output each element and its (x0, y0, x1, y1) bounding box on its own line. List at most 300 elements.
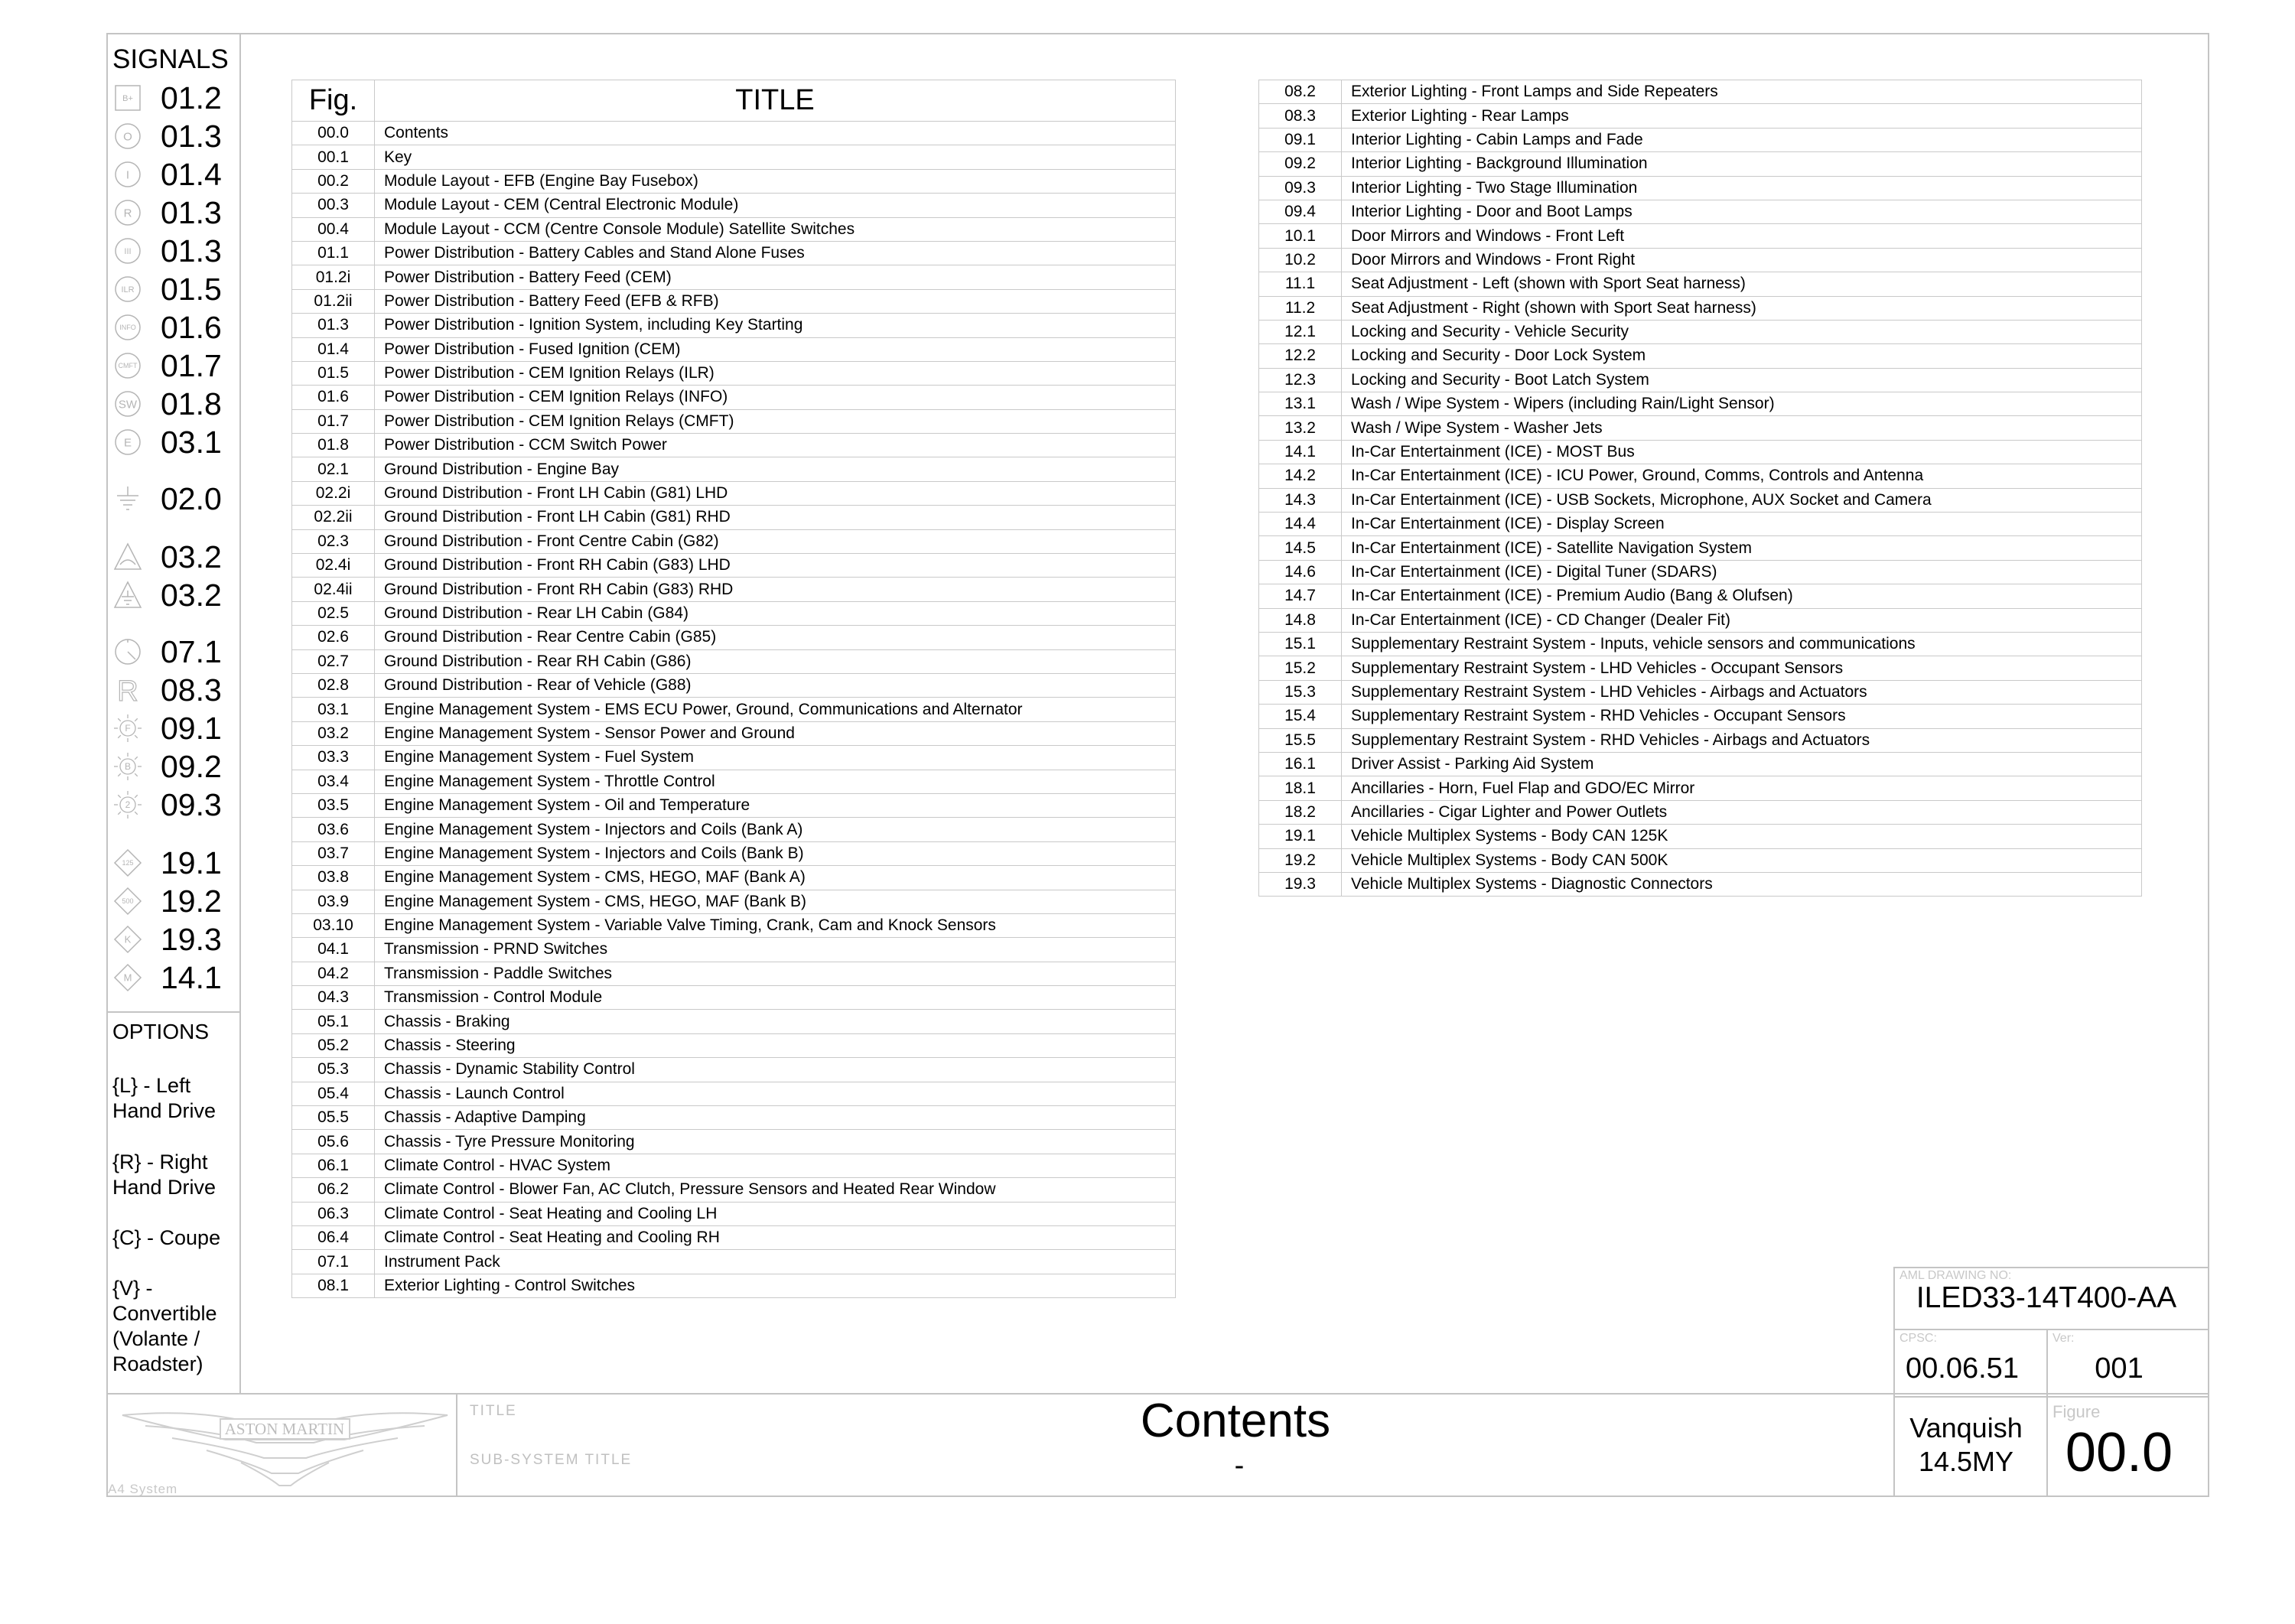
table-row (292, 122, 1176, 145)
table-row (1259, 416, 2142, 440)
svg-text:B+: B+ (122, 93, 133, 103)
figure-number-cell: 01.8 (292, 434, 375, 457)
figure-number-cell: 03.5 (292, 793, 375, 817)
figure-number-cell: 11.1 (1259, 272, 1342, 296)
figure-number-cell: 11.2 (1259, 296, 1342, 320)
svg-text:B: B (124, 761, 132, 773)
table-row (292, 986, 1176, 1010)
table-row (1259, 344, 2142, 368)
circle-info-icon (112, 312, 143, 343)
table-row (292, 962, 1176, 985)
table-row (292, 337, 1176, 361)
svg-text:ILR: ILR (121, 285, 135, 295)
signal-row (112, 80, 222, 116)
table-row (1259, 224, 2142, 248)
signal-figure-ref: 01.7 (161, 347, 222, 383)
table-row (292, 866, 1176, 890)
svg-text:R: R (123, 207, 132, 220)
figure-number-cell: 02.5 (292, 601, 375, 625)
title-label: TITLE (470, 1403, 517, 1419)
figure-number-cell: 18.1 (1259, 776, 1342, 800)
table-row (292, 169, 1176, 193)
triangle-ground-icon (112, 580, 143, 610)
figure-title-cell: In-Car Entertainment (ICE) - ICU Power, Ground, Comms, Controls and Antenna (1342, 464, 2142, 488)
figure-title-cell: In-Car Entertainment (ICE) - Premium Audio (Bang & Olufsen) (1342, 584, 2142, 608)
table-row (292, 890, 1176, 913)
figure-title-cell: Contents (375, 122, 1176, 145)
figure-number-cell: 03.6 (292, 818, 375, 841)
signal-figure-ref: 03.2 (161, 577, 222, 613)
table-row (292, 554, 1176, 578)
svg-text:R: R (117, 675, 138, 705)
figure-number: 00.0 (2065, 1422, 2173, 1483)
figure-number-cell: 19.2 (1259, 848, 1342, 872)
lamp-2-icon (112, 789, 143, 820)
figure-number-cell: 01.4 (292, 337, 375, 361)
figure-number-cell: 09.2 (1259, 152, 1342, 176)
figure-number-cell: 03.9 (292, 890, 375, 913)
aston-martin-logo (115, 1400, 455, 1490)
svg-text:125: 125 (122, 859, 134, 867)
figure-number-cell: 01.5 (292, 361, 375, 385)
signal-figure-ref: 19.3 (161, 921, 222, 957)
figure-title-cell: Ancillaries - Horn, Fuel Flap and GDO/EC Mirror (1342, 776, 2142, 800)
lamp-f-icon (112, 713, 143, 744)
svg-text:INFO: INFO (119, 324, 136, 332)
signal-row (112, 959, 222, 996)
signal-row (112, 233, 222, 269)
table-row (1259, 513, 2142, 536)
diamond-500-icon (112, 886, 143, 916)
signal-row (112, 424, 222, 461)
figure-title-cell: Ground Distribution - Front RH Cabin (G83) RHD (375, 578, 1176, 601)
figure-title-cell: Locking and Security - Door Lock System (1342, 344, 2142, 368)
svg-text:SW: SW (118, 398, 138, 412)
signal-row (112, 883, 222, 919)
table-row (292, 145, 1176, 169)
lamp-b-icon (112, 751, 143, 782)
figure-title-cell: Seat Adjustment - Left (shown with Sport Seat harness) (1342, 272, 2142, 296)
signal-row (112, 309, 222, 346)
figure-title-cell: Engine Management System - Variable Valve Timing, Crank, Cam and Knock Sensors (375, 913, 1176, 937)
figure-title-cell: In-Car Entertainment (ICE) - Display Screen (1342, 513, 2142, 536)
figure-title-cell: Engine Management System - Injectors and Coils (Bank B) (375, 841, 1176, 865)
contents-table-right (1258, 80, 2142, 897)
table-row (1259, 728, 2142, 752)
figure-number-cell: 06.3 (292, 1202, 375, 1225)
table-row (292, 457, 1176, 481)
signal-figure-ref: 01.6 (161, 309, 222, 345)
figure-title-cell: Supplementary Restraint System - RHD Vehicles - Airbags and Actuators (1342, 728, 2142, 752)
signal-figure-ref: 09.2 (161, 748, 222, 784)
subsystem-title-label: SUB-SYSTEM TITLE (470, 1452, 633, 1468)
svg-text:500: 500 (122, 897, 134, 906)
figure-title-cell: Module Layout - CCM (Centre Console Module) Satellite Switches (375, 217, 1176, 241)
table-row (1259, 848, 2142, 872)
signal-row (112, 672, 222, 708)
figure-title-cell: Key (375, 145, 1176, 169)
model-line-1: Vanquish (1909, 1412, 2023, 1443)
figure-number-cell: 03.10 (292, 913, 375, 937)
figure-number-cell: 02.2ii (292, 506, 375, 529)
figure-title-cell: Ground Distribution - Rear of Vehicle (G88) (375, 673, 1176, 697)
signal-row (112, 156, 222, 193)
fig-column-header: Fig. (292, 80, 375, 122)
signal-row (112, 710, 222, 747)
figure-title-cell: Power Distribution - CEM Ignition Relays (ILR) (375, 361, 1176, 385)
figure-title-cell: Climate Control - Seat Heating and Cooling RH (375, 1225, 1176, 1249)
table-row (1259, 296, 2142, 320)
figure-title-cell: Supplementary Restraint System - Inputs, vehicle sensors and communications (1342, 632, 2142, 656)
circle-e-icon (112, 427, 143, 457)
figure-number-cell: 14.6 (1259, 560, 1342, 584)
table-row (1259, 200, 2142, 223)
figure-title-cell: Exterior Lighting - Front Lamps and Side Repeaters (1342, 80, 2142, 104)
figure-number-cell: 13.2 (1259, 416, 1342, 440)
cpsc-value: 00.06.51 (1906, 1352, 2019, 1385)
table-row (292, 1082, 1176, 1105)
circle-o-icon (112, 121, 143, 151)
svg-text:F: F (125, 723, 131, 734)
figure-title-cell: Ground Distribution - Rear Centre Cabin (G85) (375, 626, 1176, 649)
signal-row (112, 786, 222, 823)
figure-number-cell: 01.1 (292, 241, 375, 265)
table-row (1259, 872, 2142, 896)
signal-figure-ref: 01.3 (161, 118, 222, 154)
figure-title-cell: Engine Management System - EMS ECU Power, Ground, Communications and Alternator (375, 698, 1176, 721)
figure-number-cell: 02.8 (292, 673, 375, 697)
figure-number-cell: 05.3 (292, 1058, 375, 1082)
figure-title-cell: Vehicle Multiplex Systems - Body CAN 125K (1342, 825, 2142, 848)
svg-text:M: M (123, 971, 132, 984)
model-line-2: 14.5MY (1918, 1446, 2014, 1477)
option-left-hand-drive: {L} - Left Hand Drive (112, 1074, 216, 1122)
b-plus-icon (112, 83, 143, 113)
figure-title-cell: Chassis - Steering (375, 1033, 1176, 1057)
figure-title-cell: Vehicle Multiplex Systems - Diagnostic Connectors (1342, 872, 2142, 896)
table-row (1259, 705, 2142, 728)
signal-row (112, 921, 222, 958)
table-row (1259, 776, 2142, 800)
figure-number-cell: 02.2i (292, 481, 375, 505)
table-row (292, 361, 1176, 385)
figure-title-cell: Chassis - Braking (375, 1010, 1176, 1033)
table-row (1259, 632, 2142, 656)
figure-number-cell: 12.2 (1259, 344, 1342, 368)
figure-title-cell: Instrument Pack (375, 1250, 1176, 1274)
table-row (292, 578, 1176, 601)
version-label: Ver: (2052, 1332, 2075, 1345)
title-block-divider-1 (456, 1393, 457, 1497)
figure-title-cell: Engine Management System - Sensor Power and Ground (375, 721, 1176, 745)
figure-title-cell: Ground Distribution - Front Centre Cabin (G82) (375, 529, 1176, 553)
figure-title-cell: In-Car Entertainment (ICE) - CD Changer (Dealer Fit) (1342, 608, 2142, 632)
figure-number-cell: 02.4i (292, 554, 375, 578)
figure-title-cell: Ground Distribution - Rear LH Cabin (G84) (375, 601, 1176, 625)
table-row (1259, 536, 2142, 560)
table-row (292, 194, 1176, 217)
figure-number-cell: 15.5 (1259, 728, 1342, 752)
figure-number-cell: 00.2 (292, 169, 375, 193)
figure-number-cell: 00.4 (292, 217, 375, 241)
figure-number-cell: 08.2 (1259, 80, 1342, 104)
figure-title-cell: Exterior Lighting - Control Switches (375, 1274, 1176, 1297)
cpsc-label: CPSC: (1899, 1332, 1937, 1345)
figure-number-cell: 03.2 (292, 721, 375, 745)
figure-number-cell: 13.1 (1259, 392, 1342, 416)
figure-title-cell: Ground Distribution - Front RH Cabin (G83) LHD (375, 554, 1176, 578)
table-row (1259, 584, 2142, 608)
figure-number-cell: 09.4 (1259, 200, 1342, 223)
figure-number-cell: 08.1 (292, 1274, 375, 1297)
table-row (292, 626, 1176, 649)
figure-title-cell: Power Distribution - Fused Ignition (CEM) (375, 337, 1176, 361)
figure-number-cell: 01.6 (292, 386, 375, 409)
table-row (1259, 176, 2142, 200)
table-row (292, 217, 1176, 241)
figure-number-cell: 06.4 (292, 1225, 375, 1249)
signal-row (112, 748, 222, 785)
figure-title-cell: Ground Distribution - Rear RH Cabin (G86) (375, 649, 1176, 673)
figure-title-cell: Power Distribution - Battery Feed (CEM) (375, 265, 1176, 289)
circle-sw-icon (112, 389, 143, 419)
table-row (292, 721, 1176, 745)
figure-title-cell: Supplementary Restraint System - LHD Vehicles - Airbags and Actuators (1342, 680, 2142, 704)
circle-iii-icon (112, 236, 143, 266)
figure-number-cell: 00.3 (292, 194, 375, 217)
table-row (1259, 368, 2142, 392)
table-row (1259, 560, 2142, 584)
table-row (1259, 104, 2142, 128)
table-row (292, 529, 1176, 553)
figure-title-cell: Engine Management System - CMS, HEGO, MAF (Bank B) (375, 890, 1176, 913)
figure-title-cell: Locking and Security - Boot Latch System (1342, 368, 2142, 392)
ground-icon (112, 483, 143, 514)
svg-text:E: E (123, 436, 132, 450)
figure-number-cell: 15.2 (1259, 656, 1342, 680)
figure-number-cell: 10.1 (1259, 224, 1342, 248)
figure-number-cell: 03.3 (292, 746, 375, 770)
figure-title-cell: Supplementary Restraint System - LHD Vehicles - Occupant Sensors (1342, 656, 2142, 680)
system-label: A4 System (108, 1482, 178, 1496)
signal-figure-ref: 01.3 (161, 194, 222, 230)
title-block-hline-3 (1893, 1396, 2209, 1398)
table-row (292, 601, 1176, 625)
table-row (292, 314, 1176, 337)
figure-title-cell: Power Distribution - CCM Switch Power (375, 434, 1176, 457)
table-row (292, 1058, 1176, 1082)
signal-row (112, 577, 222, 613)
figure-title-cell: Chassis - Launch Control (375, 1082, 1176, 1105)
table-row (292, 913, 1176, 937)
figure-number-cell: 03.4 (292, 770, 375, 793)
figure-number-cell: 00.1 (292, 145, 375, 169)
figure-title-cell: Chassis - Dynamic Stability Control (375, 1058, 1176, 1082)
signal-row (112, 386, 222, 422)
table-row (292, 649, 1176, 673)
table-row (1259, 320, 2142, 343)
figure-title-cell: Climate Control - Blower Fan, AC Clutch, Pressure Sensors and Heated Rear Window (375, 1178, 1176, 1202)
figure-title-cell: Ground Distribution - Front LH Cabin (G81) RHD (375, 506, 1176, 529)
signal-row (112, 539, 222, 575)
figure-label: Figure (2052, 1402, 2101, 1421)
signal-row (112, 845, 222, 881)
table-row (292, 938, 1176, 962)
signal-figure-ref: 02.0 (161, 480, 222, 516)
title-block-hline-2 (1893, 1329, 2209, 1330)
signal-row (112, 347, 222, 384)
contents-table-left (291, 80, 1176, 1298)
figure-number-cell: 15.1 (1259, 632, 1342, 656)
table-row (292, 289, 1176, 313)
figure-title-cell: Interior Lighting - Two Stage Illumination (1342, 176, 2142, 200)
table-row (292, 409, 1176, 433)
svg-text:CMFT: CMFT (118, 362, 138, 370)
table-row (1259, 440, 2142, 464)
svg-text:K: K (124, 933, 132, 945)
figure-title-cell: Door Mirrors and Windows - Front Left (1342, 224, 2142, 248)
table-row (292, 673, 1176, 697)
figure-title-cell: In-Car Entertainment (ICE) - Digital Tuner (SDARS) (1342, 560, 2142, 584)
figure-title-cell: In-Car Entertainment (ICE) - USB Sockets, Microphone, AUX Socket and Camera (1342, 488, 2142, 512)
table-row (292, 1250, 1176, 1274)
figure-title-cell: In-Car Entertainment (ICE) - MOST Bus (1342, 440, 2142, 464)
figure-title-cell: Chassis - Tyre Pressure Monitoring (375, 1130, 1176, 1154)
table-row (292, 1033, 1176, 1057)
table-row (1259, 80, 2142, 104)
figure-title-cell: Engine Management System - CMS, HEGO, MAF (Bank A) (375, 866, 1176, 890)
figure-number-cell: 06.1 (292, 1154, 375, 1177)
triangle-signal-icon (112, 542, 143, 572)
signal-figure-ref: 01.8 (161, 386, 222, 421)
title-block-divider-3 (2046, 1329, 2048, 1497)
figure-title-cell: Transmission - PRND Switches (375, 938, 1176, 962)
svg-text:O: O (123, 130, 132, 144)
figure-number-cell: 14.8 (1259, 608, 1342, 632)
table-row (292, 1225, 1176, 1249)
figure-number-cell: 16.1 (1259, 752, 1342, 776)
drawing-no-label: AML DRAWING NO: (1899, 1269, 2012, 1282)
figure-title-cell: Ground Distribution - Front LH Cabin (G81) LHD (375, 481, 1176, 505)
figure-title-cell: Engine Management System - Injectors and Coils (Bank A) (375, 818, 1176, 841)
table-row (292, 1154, 1176, 1177)
signal-row (112, 271, 222, 308)
figure-number-cell: 05.2 (292, 1033, 375, 1057)
title-block-hline-1 (1893, 1267, 2209, 1268)
signals-title: SIGNALS (112, 44, 229, 74)
table-row (1259, 464, 2142, 488)
figure-number-cell: 04.2 (292, 962, 375, 985)
table-row (292, 481, 1176, 505)
circle-r-icon (112, 197, 143, 228)
figure-title-cell: Door Mirrors and Windows - Front Right (1342, 248, 2142, 272)
signal-figure-ref: 01.4 (161, 156, 222, 192)
figure-title-cell: Power Distribution - Battery Cables and Stand Alone Fuses (375, 241, 1176, 265)
circle-ilr-icon (112, 274, 143, 304)
figure-title-cell: Engine Management System - Throttle Control (375, 770, 1176, 793)
option-right-hand-drive: {R} - Right Hand Drive (112, 1150, 216, 1199)
table-row (292, 698, 1176, 721)
table-row (1259, 800, 2142, 824)
figure-title-cell: Engine Management System - Oil and Temperature (375, 793, 1176, 817)
signal-figure-ref: 01.3 (161, 233, 222, 268)
figure-number-cell: 15.4 (1259, 705, 1342, 728)
table-row (292, 1130, 1176, 1154)
table-row (1259, 248, 2142, 272)
figure-title-cell: Module Layout - EFB (Engine Bay Fusebox) (375, 169, 1176, 193)
table-row (1259, 392, 2142, 416)
signal-figure-ref: 09.3 (161, 786, 222, 822)
signal-figure-ref: 03.1 (161, 424, 222, 460)
dial-icon (112, 636, 143, 667)
figure-number-cell: 10.2 (1259, 248, 1342, 272)
figure-number-cell: 18.2 (1259, 800, 1342, 824)
model-name (1890, 1411, 2043, 1479)
figure-number-cell: 00.0 (292, 122, 375, 145)
sidebar-divider (239, 33, 241, 1393)
drawing-number: ILED33-14T400-AA (1916, 1281, 2177, 1314)
figure-number-cell: 09.1 (1259, 128, 1342, 151)
table-row (292, 265, 1176, 289)
sub-system-title: - (1234, 1450, 1245, 1482)
table-row (292, 434, 1176, 457)
signal-row (112, 480, 222, 517)
table-row (292, 506, 1176, 529)
circle-i-icon (112, 159, 143, 190)
figure-number-cell: 02.3 (292, 529, 375, 553)
figure-title-cell: In-Car Entertainment (ICE) - Satellite Navigation System (1342, 536, 2142, 560)
figure-number-cell: 01.7 (292, 409, 375, 433)
signal-figure-ref: 19.1 (161, 845, 222, 880)
table-row (1259, 752, 2142, 776)
table-header-row (292, 80, 1176, 122)
figure-title-cell: Supplementary Restraint System - RHD Vehicles - Occupant Sensors (1342, 705, 2142, 728)
figure-number-cell: 14.2 (1259, 464, 1342, 488)
figure-number-cell: 02.4ii (292, 578, 375, 601)
svg-text:2: 2 (125, 799, 131, 811)
figure-title-cell: Power Distribution - CEM Ignition Relays (CMFT) (375, 409, 1176, 433)
figure-number-cell: 14.5 (1259, 536, 1342, 560)
figure-title-cell: Transmission - Control Module (375, 986, 1176, 1010)
options-title: OPTIONS (112, 1020, 210, 1043)
figure-title-cell: Chassis - Adaptive Damping (375, 1106, 1176, 1130)
figure-title-cell: Power Distribution - CEM Ignition Relays (INFO) (375, 386, 1176, 409)
figure-number-cell: 08.3 (1259, 104, 1342, 128)
figure-title-cell: Seat Adjustment - Right (shown with Sport Seat harness) (1342, 296, 2142, 320)
table-row (292, 1202, 1176, 1225)
figure-number-cell: 14.7 (1259, 584, 1342, 608)
figure-number-cell: 03.1 (292, 698, 375, 721)
table-row (292, 818, 1176, 841)
figure-number-cell: 03.8 (292, 866, 375, 890)
figure-number-cell: 05.5 (292, 1106, 375, 1130)
figure-title-cell: Driver Assist - Parking Aid System (1342, 752, 2142, 776)
options-divider (106, 1011, 239, 1013)
figure-title-cell: Interior Lighting - Background Illumination (1342, 152, 2142, 176)
table-row (292, 241, 1176, 265)
figure-title-cell: Engine Management System - Fuel System (375, 746, 1176, 770)
figure-number-cell: 03.7 (292, 841, 375, 865)
figure-number-cell: 12.3 (1259, 368, 1342, 392)
signal-figure-ref: 14.1 (161, 959, 222, 995)
table-row (1259, 488, 2142, 512)
figure-number-cell: 01.2ii (292, 289, 375, 313)
figure-number-cell: 05.1 (292, 1010, 375, 1033)
diamond-m-icon (112, 962, 143, 993)
signal-figure-ref: 08.3 (161, 672, 222, 708)
figure-number-cell: 04.3 (292, 986, 375, 1010)
figure-title-cell: Transmission - Paddle Switches (375, 962, 1176, 985)
